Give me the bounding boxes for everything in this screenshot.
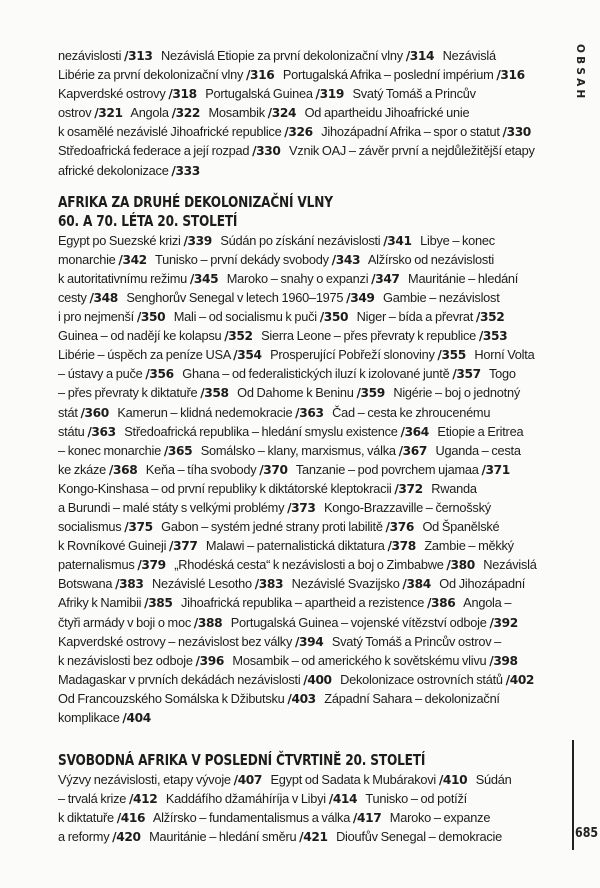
page-reference: /400 [303, 671, 332, 687]
page-reference: /385 [144, 595, 173, 611]
chapter-title: Tanzanie – pod povrchem ujamaa [287, 461, 482, 477]
page-reference: /380 [446, 557, 475, 573]
page-reference: /363 [295, 404, 324, 420]
chapter-title: Keňa – tíha svobody [137, 461, 260, 477]
toc-line [58, 161, 543, 180]
page-reference: /377 [169, 538, 198, 554]
chapter-title: Od Dahome k Beninu [228, 385, 357, 401]
page-reference: /356 [145, 366, 174, 382]
page-reference: /352 [475, 309, 505, 325]
page-reference: /322 [171, 105, 201, 121]
toc-line [58, 65, 543, 84]
chapter-title: Portugalská Guinea [196, 86, 316, 102]
chapter-title: Maroko – snahy o expanzi [218, 270, 372, 286]
chapter-title: „Rhodéská cesta“ k nezávislosti a boj o Zimbabwe [165, 557, 447, 573]
page-edge-rule [572, 740, 574, 850]
chapter-title: Etiopie a Eritrea [428, 423, 524, 439]
chapter-title: Od apartheidu Jihoafrické unie [296, 105, 470, 121]
chapter-title: Nigérie – boj o jednotný [384, 385, 520, 401]
chapter-title: Egypt od Sadata k Mubárakovi [262, 772, 439, 788]
chapter-title: Kaddáfího džamáhíríja v Libyi [157, 791, 329, 807]
toc-line [58, 479, 543, 498]
chapter-title: Nezávislé Svazijsko [283, 576, 403, 592]
toc-line [58, 517, 543, 536]
toc-line [58, 403, 543, 422]
chapter-title: Mauritánie – hledání směru [140, 829, 300, 845]
toc-line [58, 651, 543, 670]
toc-line [58, 689, 543, 708]
chapter-title: Tunisko – od potíží [357, 791, 467, 807]
page-reference: /321 [94, 105, 123, 121]
chapter-title: Středoafrická federace a její rozpad [58, 143, 253, 159]
chapter-title: cesty [58, 289, 90, 305]
toc-line [58, 422, 543, 441]
page-reference: /355 [437, 347, 466, 363]
page-reference: /379 [137, 557, 166, 573]
page-reference: /365 [163, 442, 193, 458]
chapter-title: státu [58, 423, 88, 439]
page-reference: /421 [299, 829, 328, 845]
toc-line [58, 269, 543, 288]
page-reference: /364 [400, 423, 429, 439]
page-reference: /342 [118, 251, 147, 267]
page-reference: /348 [89, 289, 118, 305]
page-reference: /386 [426, 595, 456, 611]
toc-line [58, 46, 543, 65]
section-heading-line: AFRIKA ZA DRUHÉ DEKOLONIZAČNÍ VLNY [58, 192, 333, 211]
page-reference: /330 [252, 143, 281, 159]
chapter-title: – přes převraty k diktatuře [58, 385, 201, 401]
page-reference: /402 [505, 671, 535, 687]
chapter-title: Západní Sahara – dekolonizační [315, 690, 500, 706]
page-reference: /384 [402, 576, 431, 592]
page-number: 685 [575, 826, 599, 841]
chapter-title: Dioufův Senegal – demokracie [327, 829, 503, 845]
toc-line [58, 326, 543, 345]
section-heading [58, 193, 508, 231]
page-reference: /371 [481, 461, 510, 477]
chapter-title: a reformy [58, 829, 113, 845]
chapter-title: Nezávislá [474, 557, 537, 573]
chapter-title: Mosambik [200, 105, 268, 121]
toc-line [58, 364, 543, 383]
page-reference: /347 [371, 270, 400, 286]
page-reference: /410 [438, 772, 468, 788]
chapter-title: ke zkáze [58, 461, 109, 477]
chapter-title: Senghorův Senegal v letech 1960–1975 [117, 289, 347, 305]
page-reference: /396 [195, 652, 224, 668]
page-reference: /417 [352, 810, 382, 826]
chapter-title: monarchie [58, 251, 119, 267]
page-reference: /319 [315, 86, 344, 102]
page-reference: /350 [319, 309, 349, 325]
chapter-title: Malawi – paternalistická diktatura [197, 538, 388, 554]
toc-line [58, 770, 543, 789]
section-entries [58, 46, 543, 180]
chapter-title: Libye – konec [411, 232, 495, 248]
page-reference: /416 [116, 810, 146, 826]
chapter-title: Gabon – systém jedné strany proti labilitě [152, 519, 386, 535]
chapter-title: Prosperující Pobřeží slonoviny [261, 347, 438, 363]
chapter-title: Zambie – měkký [415, 538, 514, 554]
chapter-title: komplikace [58, 710, 123, 725]
toc-line [58, 574, 543, 593]
chapter-title: Nezávislá [434, 48, 496, 63]
chapter-title: africké dekolonizace [58, 162, 172, 178]
chapter-title: – konec monarchie [58, 442, 164, 458]
section-heading-line: 60. A 70. LÉTA 20. STOLETÍ [58, 211, 238, 230]
toc-line [58, 498, 543, 517]
page-reference: /367 [398, 442, 427, 458]
chapter-title: Horní Volta [465, 347, 535, 363]
page-reference: /376 [385, 519, 414, 535]
section-entries [58, 770, 543, 846]
toc-line [58, 808, 543, 827]
page-reference: /318 [168, 86, 197, 102]
toc-line [58, 141, 543, 160]
chapter-title: Mosambik – od amerického k sovětskému vlivu [223, 652, 490, 668]
chapter-title: – trvalá krize [58, 791, 129, 807]
page-reference: /404 [122, 710, 151, 725]
section-label-obsah: OBSAH [574, 44, 586, 102]
page-reference: /357 [452, 366, 481, 382]
chapter-title: Súdán [467, 772, 512, 788]
chapter-title: Mali – od socialismu k puči [165, 309, 320, 325]
toc-line [58, 670, 543, 689]
chapter-title: Od Jihozápadní [430, 576, 526, 592]
chapter-title: Sierra Leone – přes převraty k republice [252, 328, 479, 344]
page-reference: /353 [478, 328, 508, 344]
page-reference: /403 [287, 690, 316, 706]
toc-line [58, 288, 543, 307]
page-reference: /360 [80, 404, 109, 420]
chapter-title: Dekolonizace ostrovních států [331, 671, 506, 687]
toc-line [58, 613, 543, 632]
chapter-title: Maroko – expanze [381, 810, 491, 826]
page-reference: /359 [356, 385, 385, 401]
page-reference: /407 [233, 772, 263, 788]
page-reference: /392 [489, 614, 518, 630]
page-reference: /398 [489, 652, 518, 668]
page-reference: /394 [294, 633, 324, 649]
chapter-title: Čad – cesta ke zhroucenému [323, 404, 491, 420]
chapter-title: Kongo-Kinshasa – od první republiky k diktátorské kleptokracii [58, 480, 395, 496]
chapter-title: Alžírsko od nezávislosti [360, 251, 494, 267]
page-reference: /412 [128, 791, 158, 807]
chapter-title: Libérie za první dekolonizační vlny [58, 67, 246, 83]
chapter-title: Uganda – cesta [426, 442, 521, 458]
chapter-title: Gambie – nezávislost [374, 289, 500, 305]
toc-line [58, 307, 543, 326]
chapter-title: Nezávislé Lesotho [143, 576, 255, 592]
chapter-title: Mauritánie – hledání [399, 270, 519, 286]
chapter-title: Svatý Tomáš a Princův [343, 86, 476, 102]
chapter-title: Angola – [455, 595, 512, 611]
page-reference: /339 [183, 232, 212, 248]
page-reference: /316 [245, 67, 275, 83]
chapter-title: Alžírsko – fundamentalismus a válka [145, 810, 353, 826]
page-reference: /313 [124, 48, 153, 63]
page-reference: /358 [200, 385, 229, 401]
chapter-title: Botswana [58, 576, 116, 592]
toc-line [58, 231, 543, 250]
page-reference: /349 [346, 289, 375, 305]
chapter-title: Madagaskar v prvních dekádách nezávislosti [58, 671, 304, 687]
table-of-contents [58, 46, 558, 846]
chapter-title: Niger – bída a převrat [348, 309, 476, 325]
chapter-title: ostrov [58, 105, 95, 121]
page-reference: /326 [284, 124, 313, 140]
chapter-title: paternalismus [58, 557, 138, 573]
chapter-title: Jihozápadní Afrika – spor o statut [312, 124, 503, 140]
chapter-title: Tunisko – první dekády svobody [146, 251, 332, 267]
chapter-title: Výzvy nezávislosti, etapy vývoje [58, 772, 234, 788]
page-reference: /370 [259, 461, 288, 477]
toc-line [58, 827, 543, 846]
page-reference: /350 [136, 309, 166, 325]
chapter-title: Afriky k Namibii [58, 595, 145, 611]
chapter-title: k nezávislosti bez odboje [58, 652, 196, 668]
toc-line [58, 84, 543, 103]
chapter-title: Jihoafrická republika – apartheid a rezistence [172, 595, 427, 611]
chapter-title: Angola [122, 105, 172, 121]
toc-line [58, 460, 543, 479]
chapter-title: Ghana – od federalistických iluzí k izolované juntě [173, 366, 453, 382]
page-reference: /383 [115, 576, 144, 592]
toc-line [58, 789, 543, 808]
chapter-title: Nezávislá Etiopie za první dekolonizační vlny [152, 48, 406, 63]
toc-line [58, 632, 543, 651]
chapter-title: Somálsko – klany, marxismus, válka [192, 442, 399, 458]
page-reference: /345 [189, 270, 219, 286]
chapter-title: Togo [480, 366, 516, 382]
chapter-title: Středoafrická republika – hledání smyslu existence [115, 423, 401, 439]
section-heading [58, 751, 508, 770]
page-reference: /354 [233, 347, 262, 363]
toc-line [58, 441, 543, 460]
page-reference: /375 [124, 519, 153, 535]
toc-line [58, 103, 543, 122]
chapter-title: Svatý Tomáš a Princův ostrov – [323, 633, 502, 649]
chapter-title: a Burundi – malé státy s velkými problémy [58, 499, 288, 515]
chapter-title: Kongo-Brazzaville – černošský [315, 499, 491, 515]
page-reference: /420 [112, 829, 141, 845]
chapter-title: socialismus [58, 519, 125, 535]
chapter-title: Kapverdské ostrovy – nezávislost bez války [58, 633, 295, 649]
page-reference: /363 [87, 423, 116, 439]
chapter-title: Od Španělské [413, 519, 500, 535]
page-reference: /388 [193, 614, 223, 630]
toc-line [58, 383, 543, 402]
chapter-title: Kamerun – klidná nedemokracie [108, 404, 296, 420]
toc-line [58, 555, 543, 574]
page-reference: /378 [387, 538, 416, 554]
chapter-title: Vznik OAJ – závěr první a nejdůležitější etapy [280, 143, 535, 159]
chapter-title: k diktatuře [58, 810, 117, 826]
toc-line [58, 345, 543, 364]
chapter-title: i pro nejmenší [58, 309, 137, 325]
chapter-title: Rwanda [422, 480, 477, 496]
page-reference: /343 [331, 251, 361, 267]
toc-line [58, 122, 543, 141]
toc-line [58, 708, 543, 727]
chapter-title: Od Francouzského Somálska k Džibutsku [58, 690, 288, 706]
page-reference: /324 [267, 105, 297, 121]
toc-line [58, 536, 543, 555]
chapter-title: Súdán po získání nezávislosti [211, 232, 384, 248]
chapter-title: stát [58, 404, 81, 420]
toc-line [58, 250, 543, 269]
page-reference: /372 [394, 480, 423, 496]
page-reference: /330 [502, 124, 531, 140]
page-reference: /368 [108, 461, 138, 477]
page-reference: /333 [171, 162, 200, 178]
chapter-title: Egypt po Suezské krizi [58, 232, 184, 248]
chapter-title: Kapverdské ostrovy [58, 86, 169, 102]
section-heading-line: SVOBODNÁ AFRIKA V POSLEDNÍ ČTVRTINĚ 20. STOLETÍ [58, 751, 426, 770]
chapter-title: Portugalská Afrika – poslední impérium [274, 67, 497, 83]
chapter-title: k Rovníkové Guineji [58, 538, 170, 554]
page-reference: /316 [496, 67, 525, 83]
page-reference: /373 [287, 499, 316, 515]
chapter-title: nezávislosti [58, 48, 125, 63]
chapter-title: Libérie – úspěch za peníze USA [58, 347, 234, 363]
page-reference: /383 [254, 576, 284, 592]
section-entries [58, 231, 543, 727]
page-reference: /352 [224, 328, 253, 344]
page-reference: /414 [328, 791, 358, 807]
page-reference: /314 [405, 48, 435, 63]
chapter-title: – ústavy a puče [58, 366, 146, 382]
chapter-title: čtyři armády v boji o moc [58, 614, 194, 630]
chapter-title: Portugalská Guinea – vojenské vítězství odboje [222, 614, 490, 630]
page-reference: /341 [383, 232, 412, 248]
chapter-title: k osamělé nezávislé Jihoafrické republice [58, 124, 285, 140]
toc-line [58, 593, 543, 612]
chapter-title: k autoritativnímu režimu [58, 270, 190, 286]
chapter-title: Guinea – od nadějí ke kolapsu [58, 328, 225, 344]
